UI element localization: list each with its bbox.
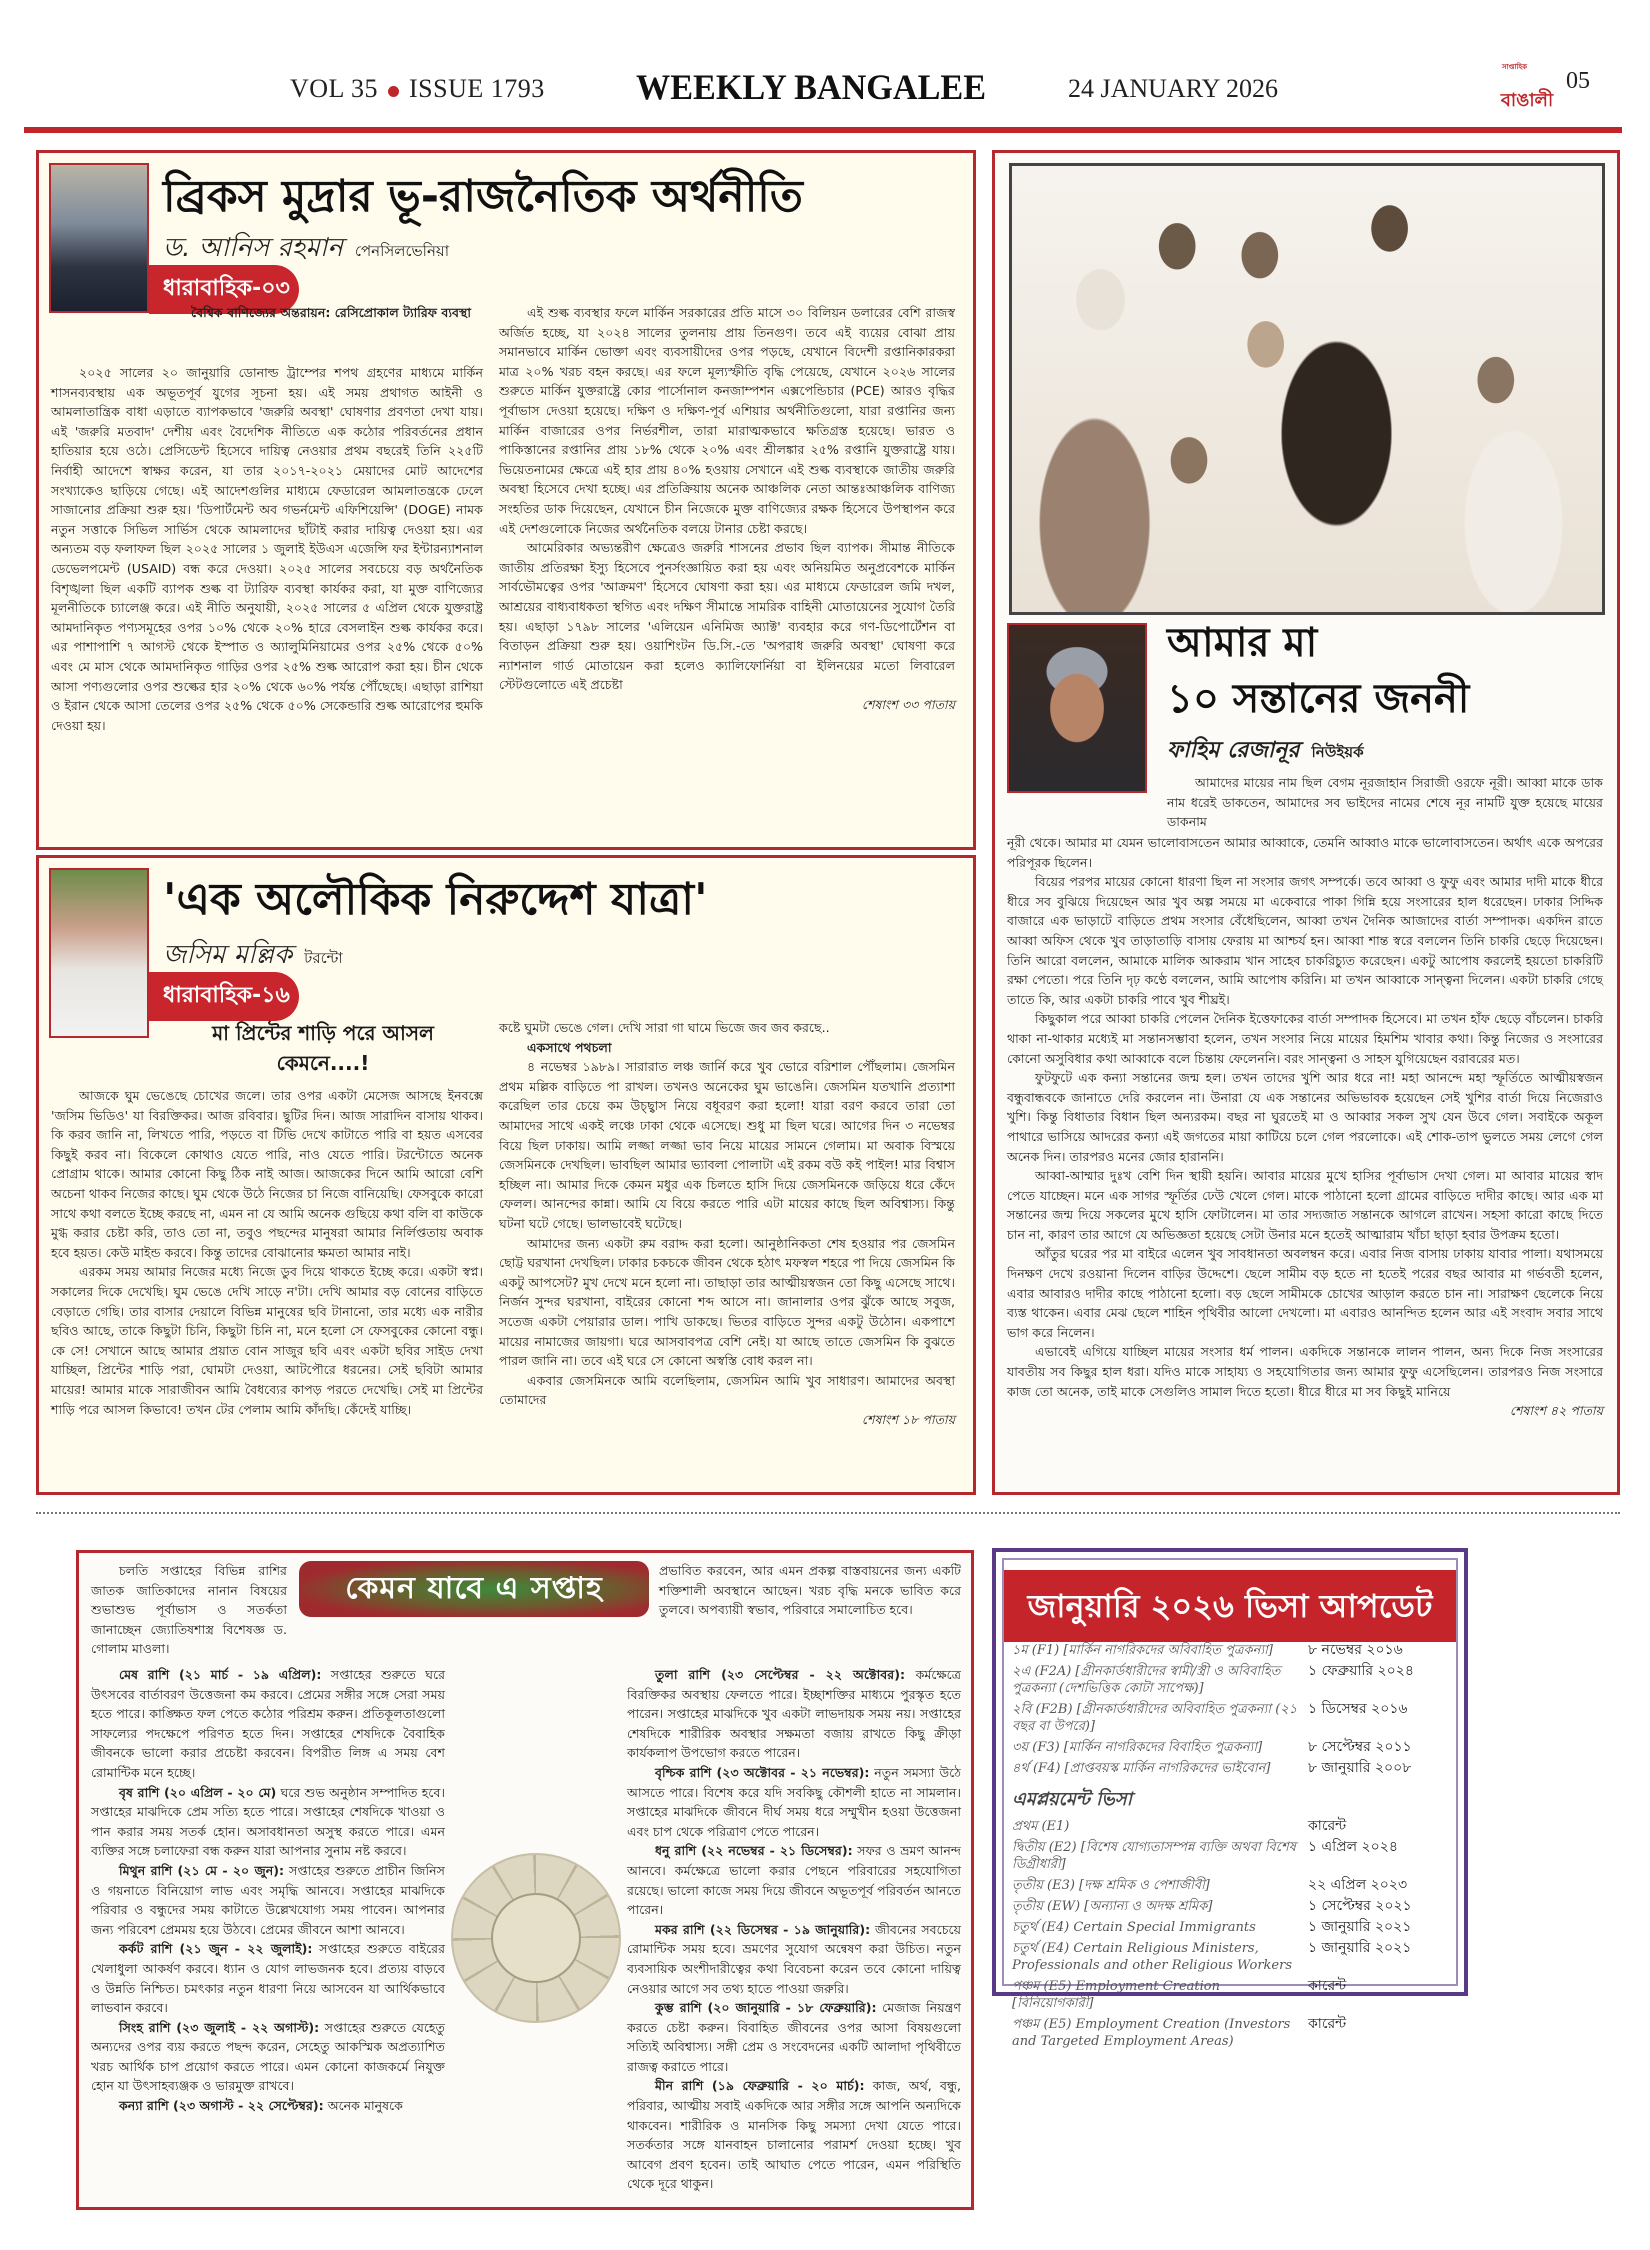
horoscope-right-top	[659, 1561, 961, 1620]
paragraph: আঁতুর ঘরের পর মা বাইরে এলেন খুব সাবধানতা অবলম্বন করে। এবার নিজ বাসায় ঢাকায় যাবার পালা। যথাসময়ে দিনক্ষণ দেখে রওয়ানা দিলেন বাড়ির উদ্দেশে। ছেলে সামীম বড় হতে না হতেই পরের বছর আবার মা গর্ভবতী হলেন, এবার আবারও দাদীর কাছে পাঠানো হলো। বড় ছেলে সামীমকে চোখের আড়াল করতে চান না। সারাক্ষণ ছেলেকে নিয়ে ব্যস্ত থাকেন। এবার মেঝ ছেলে শাহিন পৃথিবীর আলো দেখলো। মা এবারও আনন্দিত হলেন আর এই সংবাদ সবার সাথে ভাগ করে নিলেন।	[1007, 1246, 1603, 1340]
masthead-rule	[24, 127, 1622, 133]
visa-date: ৮ সেপ্টেম্বর ২০১১	[1308, 1739, 1412, 1755]
visa-row	[1012, 1898, 1448, 1915]
sign-name: সিংহ রাশি (২৩ জুলাই - ২২ অগাস্ট):	[119, 2019, 320, 2035]
paragraph: একবার জেসমিনকে আমি বলেছিলাম, জেসমিন আমি খুব সাধারণ। আমাদের অবস্থা তোমাদের	[499, 1372, 955, 1408]
visa-date: ১ এপ্রিল ২০২৪	[1308, 1839, 1398, 1855]
column-intro: বৈশ্বিক বাণিজ্যের অন্তরায়ন: রেসিপ্রোকাল ট্যারিফ ব্যবস্থা	[191, 305, 472, 320]
visa-date: ১ ফেব্রুয়ারি ২০২৪	[1308, 1663, 1414, 1679]
headline-line-1: আমার মা	[1167, 620, 1318, 666]
visa-date: কারেন্ট	[1308, 2016, 1347, 2032]
author-location: টরন্টো	[304, 949, 343, 967]
continued-link[interactable]: শেষাংশ ১৮ পাতায়	[861, 1411, 955, 1427]
sign-name: মীন রাশি (১৯ ফেব্রুয়ারি - ২০ মার্চ):	[655, 2078, 865, 2094]
horoscope-intro	[91, 1561, 287, 1659]
sign-taurus	[91, 1783, 445, 1861]
logo-text: বাঙালী	[1500, 90, 1554, 111]
visa-date: ১ জানুয়ারি ২০২১	[1308, 1919, 1412, 1935]
visa-date: ১ ডিসেম্বর ২০১৬	[1308, 1701, 1408, 1717]
logo-small-text: সাপ্তাহিক	[1502, 63, 1528, 71]
series-tag: ধারাবাহিক-০৩	[149, 265, 299, 314]
publication-title: WEEKLY BANGALEE	[636, 67, 987, 107]
article-subhead: মা প্রিন্টের শাড়ি পরে আসল কেমনে....!	[212, 1021, 434, 1075]
visa-date: ১ সেপ্টেম্বর ২০২১	[1308, 1898, 1412, 1914]
article-headline: 'এক অলৌকিক নিরুদ্দেশ যাত্রা'	[163, 874, 708, 925]
visa-category: ৩য় (F3) [মার্কিন নাগরিকদের বিবাহিত পুত্রকন্যা]	[1012, 1740, 1263, 1755]
sign-pisces	[627, 2076, 961, 2194]
zodiac-wheel-icon	[451, 1853, 621, 2053]
paragraph: এরকম সময় আমার নিজের মধ্যে নিজে ডুব দিয়ে থাকতে ইচ্ছে করে। একটা স্বপ্ন। সকালের দিকে দেখেছি। ঘুম ভেঙে দেখি সাড়ে ন'টা। দেখি আমার বড় বোনের বাড়িতে বেড়াতে গেছি। তার বাসার দেয়ালে বিভিন্ন মানুষের ছবি টানানো, তার মধ্যে এক নারীর ছবিও আছে, তাকে কিছুটা চিনি, কিছুটা চিনি না, মনে হলো সে ফেসবুকের কোনো বন্ধু। কে সে! সেখানে আছে আমার প্রয়াত বোন সাজুর ছবি এবং একটা ছবির সাইড দেখা যাচ্ছিল, প্রিন্টের শাড়ি পরা, ঘোমটা দেওয়া, আটপৌরে ধরনের। সেই ছবিটা আমার মায়ের! আমার মাকে সারাজীবন আমি বৈধব্যের কাপড় পরতে দেখেছি। সেই মা প্রিন্টের শাড়ি পরে আসল কিভাবে! তখন টের পেলাম আমি কাঁদছি। কেঁদেই যাচ্ছি।	[51, 1264, 483, 1417]
paragraph: আব্বা-আম্মার দুঃখ বেশি দিন স্থায়ী হয়নি। আবার মায়ের মুখে হাসির পূর্বাভাস দেখা গেল। মা আবার মায়ের স্বাদ পেতে যাচ্ছেন। মনে এক সাগর স্ফূর্তির ঢেউ খেলে গেল। মাকে পাঠানো হলো গ্রামের বাড়িতে দাদীর কাছে। আর এক মা সন্তানের জন্ম দিয়ে সকলের মুখে হাসি ফোটালেন। মা তার সদ্যজাত সন্তানকে আগলে রাখেন। সহসা কারো কাছে দিতে চান না, কারণ তার আগে যে অভিজ্ঞতা হয়েছে সেটা উনার মনে হতেই আত্মারাম খাঁচা ছাড়া হবার উপক্রম হতো।	[1007, 1168, 1603, 1242]
article-column-2	[499, 1018, 955, 1429]
article-my-mother	[992, 150, 1620, 1495]
continued-link[interactable]: শেষাংশ ৪২ পাতায়	[1509, 1403, 1603, 1419]
paragraph: এই শুল্ক ব্যবস্থার ফলে মার্কিন সরকারের প্রতি মাসে ৩০ বিলিয়ন ডলারের বেশি রাজস্ব অর্জিত হচ্ছে, যা ২০২৪ সালের তুলনায় প্রায় তিনগুণ। তবে এই ব্যয়ের বোঝা প্রায় সমানভাবে মার্কিন ভোক্তা এবং ব্যবসায়ীদের ওপর পড়ছে, যেখানে বিদেশী রপ্তানিকারকরা মাত্র ২০% খরচ বহন করছে। এর ফলে মূল্যস্ফীতি বৃদ্ধি পেয়েছে, যেখানে ২০২৬ সালের শুরুতে মার্কিন যুক্তরাষ্ট্রে কোর পার্সোনাল কনজাম্পশন এক্সপেন্ডিচার (PCE) আরও বৃদ্ধির পূর্বাভাস দেওয়া হয়েছে। দক্ষিণ ও দক্ষিণ-পূর্ব এশিয়ার অর্থনীতিগুলো, যারা রপ্তানির জন্য মার্কিন বাজারের ওপর নির্ভরশীল, তারা মারাত্মকভাবে ক্ষতিগ্রস্ত হয়েছে। ভারত ও পাকিস্তানের রপ্তানির প্রায় ১৮% থেকে ২০% এবং শ্রীলঙ্কার ২৫% রপ্তানি যুক্তরাষ্ট্রে যায়। ভিয়েতনামের ক্ষেত্রে এই হার প্রায় ৪০% হওয়ায় সেখানে এই শুল্ক ব্যবস্থাকে জাতীয় জরুরি অবস্থা হিসেবে দেখা হচ্ছে। এর প্রতিক্রিয়ায় অনেক আঞ্চলিক নেতা আন্তঃআঞ্চলিক বাণিজ্য সংহতির ডাক দিয়েছেন, যেখানে চীন নিজেকে মুক্ত বাণিজ্যের রক্ষক হিসেবে উপস্থাপন করে এই দেশগুলোকে নিজের অর্থনৈতিক বলয়ে টানার চেষ্টা করছে।	[499, 305, 955, 536]
visa-table	[1012, 1642, 1448, 2054]
section-subhead: একসাথে পথচলা	[527, 1039, 612, 1055]
paragraph: ফুটফুটে এক কন্যা সন্তানের জন্ম হল। তখন তাদের খুশি আর ধরে না! মহা আনন্দে মহা স্ফূর্তিতে আত্মীয়স্বজন বন্ধুবান্ধবকে জানাতে দেরি করলেন না। উনারা যে এক সন্তানের অভিভাবক হয়েছেন সেই খুশির বার্তা দিয়ে নিজেরাও খুশি। কিন্তু বিধাতার বিধান ছিল অন্যরকম। বছর না ঘুরতেই মা ও আব্বার সকল সুখ যেন উবে গেল। সবাইকে অকূল পাথারে ভাসিয়ে আদরের কন্যা এই জগতের মায়া কাটিয়ে চলে গেল পরলোকে। এই শোক-তাপ ভুলতে সময় লেগে গেল অনেক দিন। তারপরও মনের জোর হারাননি।	[1007, 1070, 1603, 1164]
byline	[1167, 733, 1364, 770]
section-divider	[36, 1512, 1620, 1514]
sign-text: নতুন সমস্যা উঠে আসতে পারে। বিশেষ করে যদি সবকিছু কৌশলী হাতে না সামলান। সপ্তাহের মাঝদিকে জীবনে দীর্ঘ সময় ধরে সম্মুখীন হওয়া উত্তেজনা এবং চাপ থেকে পরিত্রাণ পেতে পারেন।	[627, 1764, 962, 1839]
visa-date: ৮ জানুয়ারি ২০০৮	[1308, 1760, 1412, 1776]
article-journey	[36, 855, 976, 1495]
sign-leo	[91, 2018, 445, 2096]
visa-category: তৃতীয় (E3) [দক্ষ শ্রমিক ও পেশাজীবী]	[1012, 1878, 1210, 1893]
sign-text: সপ্তাহের শুরুতে ঘরে উৎসবের বার্তাবরণ উত্তেজনা কম করবে। প্রেমের সঙ্গীর সঙ্গে সেরা সময় হতে পারে। কাঙ্ক্ষিত ফল পেতে কঠোর পরিশ্রম করুন। প্রতিকূলতাগুলো সাফল্যের পদক্ষেপে পরিণত হতে দিন। সপ্তাহের শেষদিকে বৈবাহিক জীবনকে ভালো করার প্রচেষ্টা করবেন। বিপরীত লিঙ্গ এ সময় বেশ রোমান্টিক মনে হচ্ছে।	[91, 1667, 445, 1780]
article-column-2	[499, 303, 955, 714]
paragraph: আমেরিকার অভ্যন্তরীণ ক্ষেত্রেও জরুরি শাসনের প্রভাব ছিল ব্যাপক। সীমান্ত নীতিকে জাতীয় প্রতিরক্ষা ইস্যু হিসেবে পুনর্সংজ্ঞায়িত করা হয় এবং অনিয়মিত অনুপ্রবেশকে মার্কিন সার্বভৌমত্বের ওপর 'আক্রমণ' হিসেবে ঘোষণা করা হয়। এর মাধ্যমে ফেডারেল জমি দখল, আশ্রয়ের বাধ্যবাধকতা স্থগিত এবং দক্ষিণ সীমান্তে সামরিক বাহিনী মোতায়েনের সুযোগ তৈরি হয়। এছাড়া ১৭৯৮ সালের 'এলিয়েন এনিমিজ অ্যাক্ট' ব্যবহার করে গণ-ডিপোর্টেশন বা বিতাড়ন প্রক্রিয়া শুরু হয়। ওয়াশিংটন ডি.সি.-তে 'অপরাধ জরুরি অবস্থা' ঘোষণা করে ন্যাশনাল গার্ড মোতায়েন করা হলেও ক্যালিফোর্নিয়া বা ইলিনয়ের মতো লিবারেল স্টেটগুলোতে এই প্রচেষ্টা	[499, 540, 955, 693]
author-photo	[49, 163, 149, 313]
sign-text: জীবনের সবচেয়ে রোমান্টিক সময় হবে। ভ্রমণের সুযোগ অন্বেষণ করা উচিত। নতুন ব্যবসায়িক অংশীদারীত্বের কথা বিবেচনা করেন তবে কোনো দায়িত্ব নেওয়ার আগে সব তথ্য হাতে পাওয়া জরুরি।	[627, 1921, 961, 1996]
visa-row	[1012, 1760, 1448, 1777]
masthead	[0, 60, 1650, 150]
paragraph: আজকে ঘুম ভেঙেছে চোখের জলে। তার ওপর একটা মেসেজ আসছে ইনবক্সে 'জসিম ভিডিও' যা বিরক্তিকর। আজ রবিবার। ছুটির দিন। আজ সারাদিন বাসায় থাকব। কি করব জানি না, লিখতে পারি, পড়তে বা টিভি দেখে কাটাতে পারি বা হয়ত এসবের কিছুই করব না। বিকেলে কোথাও যেতে পারি, নাও যেতে পারি। টরন্টোতে অনেক প্রোগ্রাম থাকে। আমার কোনো কিছু ঠিক নাই আজ। আজকের দিনে আমি আরো বেশি অচেনা থাকব নিজের কাছে। ঘুম থেকে উঠে নিজের চা নিজে বানিয়েছি। ফেসবুকে কারো সাথে কথা বলতে ইচ্ছে করছে না, এমন না যে আমি অনেক গুছিয়ে কথা বলি বা কাউকে মুগ্ধ করার চেষ্টা করি, তাও তো না, তবুও পছন্দের মানুষরা আমার নির্লিপ্ততায় অবাক হবে হয়ত। কেউ মাইন্ড করবে। কিন্তু তাদের বোঝানোর ক্ষমতা আমার নাই।	[51, 1088, 483, 1260]
visa-category: ১ম (F1) [মার্কিন নাগরিকদের অবিবাহিত পুত্রকন্যা]	[1012, 1643, 1273, 1658]
article-headline: ব্রিকস মুদ্রার ভূ-রাজনৈতিক অর্থনীতি	[163, 171, 803, 222]
sign-name: বৃশ্চিক রাশি (২৩ অক্টোবর - ২১ নভেম্বর):	[655, 1764, 870, 1780]
sign-text: ঘরে শুভ অনুষ্ঠান সম্পাদিত হবে। সপ্তাহের মাঝদিকে প্রেম সত্যি হতে পারে। সপ্তাহের শেষদিকে খাওয়া ও পান করার সময় সতর্ক হোন। অসাবধানতা অসুস্থ করতে পারে। এমন ব্যক্তির সঙ্গে চলাফেরা বন্ধ করুন যারা আপনার সুনাম নষ্ট করবে।	[91, 1784, 445, 1859]
sign-name: ধনু রাশি (২২ নভেম্বর - ২১ ডিসেম্বর):	[655, 1843, 853, 1859]
horoscope-banner: কেমন যাবে এ সপ্তাহ	[299, 1561, 649, 1617]
sign-aries	[91, 1665, 445, 1783]
visa-date: ৮ নভেম্বর ২০১৬	[1308, 1642, 1403, 1658]
visa-row	[1012, 1919, 1448, 1936]
sign-capricorn	[627, 1920, 961, 1998]
sign-text: সপ্তাহের শুরুতে যেহেতু অন্যদের ওপর ব্যয় করতে পছন্দ করেন, সেহেতু আকস্মিক অপ্রত্যাশিত খরচ আর্থিক চাপ প্রয়োগ করতে পারে। এমন কোনো কাজকর্মে নিযুক্ত হোন যা উৎসাহব্যঞ্জক ও ভারমুক্ত রাখবে।	[91, 2019, 445, 2094]
article-column-1	[163, 303, 481, 323]
author-location: পেনসিলভেনিয়া	[354, 242, 450, 260]
sign-text: কাজ, অর্থ, বন্ধু, পরিবার, আত্মীয় সবাই একদিকে আর সঙ্গীর সঙ্গে আপনি অন্যদিকে থাকবেন। শারীরিক ও মানসিক কিছু সমস্যা দেখা যেতে পারে। সতর্কতার সঙ্গে যানবাহন চালানোর পরামর্শ দেওয়া হচ্ছে। খুব আবেগ প্রবণ হবেন। তাই আঘাত পেতে পারেন, এমন পরিস্থিতি থেকে দূরে থাকুন।	[627, 2078, 961, 2192]
page-number: 05	[1566, 68, 1590, 94]
sign-gemini	[91, 1861, 445, 1939]
continued-link[interactable]: শেষাংশ ৩৩ পাতায়	[861, 696, 955, 712]
visa-row	[1012, 1877, 1448, 1894]
visa-category: চতুর্থ (E4) Certain Special Immigrants	[1012, 1920, 1256, 1935]
horoscope-right-column	[627, 1665, 961, 2194]
sign-sagittarius	[627, 1841, 961, 1919]
article-column-1	[51, 1086, 483, 1419]
sign-cancer	[91, 1939, 445, 2017]
author-location: নিউইয়র্ক	[1311, 743, 1364, 761]
visa-category: ২বি (F2B) [গ্রীনকার্ডধারীদের অবিবাহিত পুত্রকন্যা (২১ বছর বা উপরে)]	[1012, 1702, 1298, 1734]
visa-row	[1012, 1663, 1448, 1697]
sign-name: কুম্ভ রাশি (২০ জানুয়ারি - ১৮ ফেব্রুয়ারি):	[655, 2000, 877, 2016]
article-headline	[1167, 615, 1469, 727]
sign-scorpio	[627, 1763, 961, 1841]
issue-date: 24 JANUARY 2026	[1068, 74, 1278, 103]
intro-text: চলতি সপ্তাহের বিভিন্ন রাশির জাতক জাতিকাদের নানান বিষয়ের শুভাশুভ পূর্বাভাস ও সতর্কতা জানাচ্ছেন জ্যোতিষশাস্ত্র বিশেষজ্ঞ ড. গোলাম মাওলা।	[91, 1563, 287, 1657]
sign-name: মেষ রাশি (২১ মার্চ - ১৯ এপ্রিল):	[119, 1667, 322, 1682]
paragraph: এভাবেই এগিয়ে যাচ্ছিল মায়ের সংসার ধর্ম পালন। একদিকে সন্তানকে লালন পালন, অন্য দিকে নিজ সংসারের যাবতীয় সব কিছুর হাল ধরা। যদিও মাকে সাহায্য ও সহযোগিতার জন্য আমার ফুফু এসেছিলেন। তারপরও নিজ সংসারে কাজ তো অনেক, তাই মাকে সেগুলিও সামাল দিতে হতো। ধীরে ধীরে মা সব কিছুই মানিয়ে	[1007, 1344, 1603, 1399]
sign-name: মকর রাশি (২২ ডিসেম্বর - ১৯ জানুয়ারি):	[655, 1921, 871, 1937]
volume: VOL 35	[290, 74, 378, 103]
visa-row	[1012, 1839, 1448, 1873]
sign-libra	[627, 1665, 961, 1763]
sign-text: সফর ও ভ্রমণ আনন্দ আনবে। কর্মক্ষেত্রে ভালো করার পেছনে পরিবারের সহযোগিতা রয়েছে। ভালো কাজে সময় দিয়ে জীবনে অভূতপূর্ব পরিবর্তন আনতে পারেন।	[627, 1843, 961, 1918]
horoscope-section	[76, 1550, 974, 2210]
author-name: জসিম মল্লিক	[163, 940, 293, 970]
visa-row	[1012, 1701, 1448, 1735]
visa-title: জানুয়ারি ২০২৬ ভিসা আপডেট	[1004, 1570, 1456, 1642]
sign-name: বৃষ রাশি (২০ এপ্রিল - ২০ মে)	[119, 1784, 277, 1800]
issue: ISSUE 1793	[408, 74, 545, 103]
author-photo	[1007, 623, 1147, 793]
paragraph: নূরী থেকে। আমার মা যেমন ভালোবাসতেন আমার আব্বাকে, তেমনি আব্বাও মাকে ভালোবাসতেন। অর্থাৎ একে অপরের পরিপূরক ছিলেন।	[1007, 835, 1603, 870]
visa-row	[1012, 1940, 1448, 1974]
paragraph: আমাদের জন্য একটা রুম বরাদ্দ করা হলো। আনুষ্ঠানিকতা শেষ হওয়ার পর জেসমিন ছোট্ট ঘরখানা দেখছিল। ঢাকার চকচকে জীবন থেকে হঠাৎ মফস্বল শহরে পা দিয়ে জেসমিন কি একটু আপসেট? মুখ দেখে মনে হলো না। তাছাড়া তার আত্মীয়স্বজন তো কিছু এসেছে সাথে। নির্জন সুন্দর ঘরখানা, বাইরের কোনো শব্দ আসে না। জানালার ওপর ঝুঁকে আছে সবুজ, সতেজ একটা পেয়ারার ডাল। পাখি ডাকছে। ভিতর বাড়িতে সুন্দর একটু উঠোন। একপাশে মায়ের নামাজের জায়গা। ঘরে আসবাবপত্র বেশি নেই। যা আছে তাতে জেসমিন কি বুঝতে পারল জানি না। তবে এই ঘরে সে কোনো অস্বস্তি বোধ করল না।	[499, 1235, 955, 1369]
visa-date: ২২ এপ্রিল ২০২৩	[1308, 1877, 1408, 1893]
sign-text: মেজাজ নিয়ন্ত্রণ করতে চেষ্টা করুন। বিবাহিত জীবনের ওপর আসা বিষয়গুলো সত্যিই অবিশ্বাস্য। সঙ্গী প্রেম ও সংবেদনের একটি আলাদা পৃথিবীতে রাজত্ব করাতে পারে।	[627, 2000, 961, 2074]
sign-virgo	[91, 2096, 445, 2116]
visa-category: ২এ (F2A) [গ্রীনকার্ডধারীদের স্বামী/স্ত্রী ও অবিবাহিত পুত্রকন্যা (দেশভিত্তিক কোটা সাপেক্ষ)]	[1012, 1664, 1281, 1696]
visa-row	[1012, 1642, 1448, 1659]
horoscope-left-column	[91, 1665, 445, 2116]
visa-category: তৃতীয় (EW) [অন্যান্য ও অদক্ষ শ্রমিক]	[1012, 1899, 1213, 1914]
visa-category: পঞ্চম (E5) Employment Creation (Investors and Targeted Employment Areas)	[1012, 2017, 1291, 2049]
author-name: ড. আনিস রহমান	[163, 233, 343, 263]
article-brics	[36, 150, 976, 850]
employment-visa-heading: এমপ্লয়মেন্ট ভিসা	[1012, 1789, 1132, 1810]
visa-category: প্রথম (E1)	[1012, 1819, 1070, 1834]
sign-text: অনেক মানুষকে	[327, 2098, 403, 2114]
paragraph: কিছুকাল পরে আব্বা চাকরি পেলেন দৈনিক ইত্তেফাকের বার্তা সম্পাদক হিসেবে। মা তখন হাঁফ ছেড়ে বাঁচলেন। চাকরি থাকা না-থাকার মধ্যেই মা সন্তানসম্ভাবা হলেন, তখন সংসার নিয়ে মায়ের হিমশিম খাবার কথা। কিন্তু নিজের ও সংসারের কোনো অসুবিধার কথা আব্বাকে বলে চিন্তায় ফেলেননি। বরং সান্ত্বনা ও সাহস যুগিয়েছেন বরাবরের মত।	[1007, 1011, 1603, 1066]
visa-row	[1012, 1978, 1448, 2012]
paragraph: বিয়ের পরপর মায়ের কোনো ধারণা ছিল না সংসার জগৎ সম্পর্কে। তবে আব্বা ও ফুফু এবং আমার দাদী মাকে ধীরে ধীরে সব বুঝিয়ে দিয়েছেন আর খুব অল্প সময়ে মা একেবারে পাকা গিন্নি হয়ে সংসারের হাল ধরেছেন। ঢাকার সিদ্দিক বাজারে এক ভাড়াটে বাড়িতে প্রথম সংসার বেঁধেছিলেন, আব্বা তখন দৈনিক আজাদের বার্তা সম্পাদক। একদিন রাতে আব্বা অফিস থেকে খুব তাড়াতাড়ি বাসায় ফেরায় মা আশ্চর্য হন। আব্বা শান্ত স্বরে বললেন তিনি চাকরি ছেড়ে দিয়েছেন। তিনি আরো বললেন, আমাকে মালিক আকরাম খান সাহেব চাকরিচ্যুত করেছেন। একটু আপোষ করলেই হয়তো চাকরিটি রক্ষা পেতো। পরে তিনি দৃঢ় কণ্ঠে বললেন, আমি আপোষ করিনি। মা তখন আব্বাকে সান্ত্বনা দিলেন। একটা চাকরি গেছে তাতে কি, আর একটা চাকরি পাবে খুব শীঘ্রই।	[1007, 874, 1604, 1007]
author-name: ফাহিম রেজানূর	[1167, 738, 1300, 763]
series-tag: ধারাবাহিক-১৬	[149, 972, 299, 1021]
sign-name: মিথুন রাশি (২১ মে - ২০ জুন):	[119, 1862, 285, 1878]
volume-issue	[290, 74, 545, 104]
visa-date: কারেন্ট	[1308, 1818, 1347, 1834]
paragraph-lead: কষ্টে ঘুমটা ভেঙে গেল। দেখি সারা গা ঘামে ভিজে জব জব করছে..	[499, 1020, 830, 1035]
sign-aquarius	[627, 1998, 961, 2076]
sign-continuation: প্রভাবিত করবেন, আর এমন প্রকল্প বাস্তবায়নের জন্য একটি শক্তিশালী অবস্থানে আছেন। খরচ বৃদ্ধি মনকে ভাবিত করে তুলবে। অপব্যায়ী স্বভাব, পরিবারে সমালোচিত হবে।	[659, 1563, 961, 1618]
paragraph: ২০২৫ সালের ২০ জানুয়ারি ডোনাল্ড ট্রাম্পের শপথ গ্রহণের মাধ্যমে মার্কিন শাসনব্যবস্থায় এক অভূতপূর্ব যুগের সূচনা হয়। এই সময় প্রথাগত আইনী ও আমলাতান্ত্রিক বাধা এড়াতে ব্যাপকভাবে 'জরুরি অবস্থা' ঘোষণার প্রবণতা দেখা যায়। এই 'জরুরি মতবাদ' দেশীয় এবং বৈদেশিক নীতিতে এক কঠোর পরিবর্তনের প্রধান হাতিয়ার হয়ে ওঠে। প্রেসিডেন্ট হিসেবে দায়িত্ব নেওয়ার প্রথম বছরেই তিনি ২২৫টি নির্বাহী আদেশে স্বাক্ষর করেন, যা তার ২০১৭-২০২১ মেয়াদের মোট আদেশের সংখ্যাকেও ছাড়িয়ে গেছে। এই আদেশগুলির মাধ্যমে ফেডারেল আমলাতন্ত্রকে ঢেলে সাজানোর প্রক্রিয়া শুরু হয়। 'ডিপার্টমেন্ট অব গভর্নমেন্ট এফিশিয়েন্সি' (DOGE) নামক নতুন সত্তাকে সিভিল সার্ভিস থেকে আমলাদের ছাঁটাই করার দায়িত্ব দেওয়া হয়। এর অন্যতম বড় ফলাফল ছিল ২০২৫ সালের ১ জুলাই ইউএস এজেন্সি ফর ইন্টারন্যাশনাল ডেভেলপমেন্ট (USAID) বন্ধ করে দেওয়া। ২০২৫ সালের সবচেয়ে বড় অর্থনৈতিক বিশৃঙ্খলা ছিল একটি ব্যাপক শুল্ক বা ট্যারিফ ব্যবস্থা কার্যকর করা, যা মুক্ত বাণিজ্যের মূলনীতিকে চ্যালেঞ্জ করে। এই নীতি অনুযায়ী, ২০২৫ সালের ৫ এপ্রিল থেকে যুক্তরাষ্ট্র আমদানিকৃত পণ্যসমূহের ওপর ১০% থেকে ২০% হারে বেসলাইন শুল্ক কার্যকর করে। এর পাশাপাশি ৭ আগস্ট থেকে ইস্পাত ও অ্যালুমিনিয়ামের ওপর ২৫% থেকে ৫০% এবং মে মাস থেকে আমদানিকৃত গাড়ির ওপর ২৫% শুল্ক আরোপ করা হয়। চীন থেকে আসা পণ্যগুলোর ওপর শুল্কের হার ২০% থেকে ৬০% পর্যন্ত পৌঁছেছে। এছাড়া রাশিয়া ও ইরান থেকে আসা তেলের ওপর ২৫% থেকে ৫০% সেকেন্ডারি শুল্ক আরোপের হুমকি দেওয়া হয়।	[51, 365, 483, 733]
paragraph: ৪ নভেম্বর ১৯৮৯। সারারাত লঞ্চ জার্নি করে খুব ভোরে বরিশাল পৌঁছলাম। জেসমিন প্রথম মল্লিক বাড়িতে পা রাখল। তখনও অনেকের ঘুম ভাঙেনি। জেসমিন যতখানি প্রত্যাশা করেছিল তার চেয়ে কম উচ্ছ্বাস নিয়ে বধূবরণ করা হলো! যারা বরণ করবে তারা তো আমাদের সাথে একই লঞ্চে ঢাকা থেকে এসেছে। শুধু মা ছিল ঘরে। আগের দিন ৩ নভেম্বর বিয়ে ছিল ঢাকায়। আমি লজ্জা লজ্জা ভাব নিয়ে মায়ের সামনে গেলাম। মা অবাক বিস্ময়ে জেসমিনকে দেখছিল। ভাবছিল আমার ভ্যাবলা পোলাটা এই রকম বউ কই পাইল! মার বিশ্বাস হচ্ছিল না। আমার দিকে কেমন মধুর এক চিলতে হাসি দিয়ে জেসমিনকে জড়িয়ে ধরে কেঁদে ফেলল। আনন্দের কান্না। আমি যে বিয়ে করতে পারি এটা মায়ের কাছে ছিল অবিশ্বাস্য। কিন্তু ঘটনা ঘটে গেছে। ভালভাবেই ঘটেছে।	[499, 1059, 955, 1231]
family-photo	[1009, 163, 1605, 615]
separator-dot-icon	[388, 86, 399, 97]
sign-name: কন্যা রাশি (২৩ অগাস্ট - ২২ সেপ্টেম্বর):	[119, 2098, 324, 2114]
article-column-1-body	[51, 363, 483, 735]
sign-name: তুলা রাশি (২৩ সেপ্টেম্বর - ২২ অক্টোবর):	[655, 1667, 905, 1682]
visa-date: কারেন্ট	[1308, 1978, 1347, 1994]
author-photo	[49, 868, 149, 1038]
sign-text: কর্মক্ষেত্রে বিরক্তিকর অবস্থায় ফেলতে পারে। ইচ্ছাশক্তির মাধ্যমে পুরস্কৃত হতে পারেন। সপ্তাহের মাঝদিকে খুব একটা লাভদায়ক সময় নয়। সপ্তাহের শেষদিকে শারীরিক অবস্থার সক্ষমতা বজায় রাখতে কিছু ক্রীড়া কার্যকলাপ উপভোগ করতে পারেন।	[627, 1667, 961, 1761]
visa-category: চতুর্থ (E4) Certain Religious Ministers, Professionals and other Religious Workers	[1012, 1941, 1293, 1973]
visa-category: পঞ্চম (E5) Employment Creation [বিনিয়োগকারী]	[1012, 1979, 1220, 2011]
article-intro	[1167, 773, 1603, 832]
visa-row	[1012, 1818, 1448, 1835]
visa-row	[1012, 2016, 1448, 2050]
paragraph: আমাদের মায়ের নাম ছিল বেগম নূরজাহান সিরাজী ওরফে নূরী। আব্বা মাকে ডাক নাম ধরেই ডাকতেন, আমাদের সব ভাইদের নামের শেষে নূর নামটি যুক্ত হয়েছে মায়ের ডাকনাম	[1167, 775, 1603, 830]
article-body	[1007, 833, 1603, 1421]
visa-category: ৪র্থ (F4) [প্রাপ্তবয়স্ক মার্কিন নাগরিকদের ভাইবোন]	[1012, 1761, 1271, 1776]
sign-name: কর্কট রাশি (২১ জুন - ২২ জুলাই):	[119, 1941, 313, 1957]
visa-category: দ্বিতীয় (E2) [বিশেষ যোগ্যতাসম্পন্ন ব্যক্তি অথবা বিশেষ ডিগ্রীধারী]	[1012, 1840, 1296, 1872]
visa-row	[1012, 1739, 1448, 1756]
sign-text: সপ্তাহের শুরুতে বাইরের খেলাধুলা আকর্ষণ করবে। ধ্যান ও যোগ লাভজনক হবে। প্রত্যয় বাড়বে ও উন্নতি নিশ্চিত। চমৎকার নতুন ধারণা নিয়ে আসবেন যা আর্থিকভাবে লাভবান করবে।	[91, 1941, 445, 2016]
headline-line-2: ১০ সন্তানের জননী	[1167, 676, 1470, 722]
sign-text: সপ্তাহের শুরুতে প্রাচীন জিনিস ও গয়নাতে বিনিয়োগ লাভ এবং সমৃদ্ধি আনবে। সপ্তাহের মাঝদিকে পরিবার ও বন্ধুদের সময় কাটাতে উল্লেখযোগ্য সময় পাবেন। আপনার জন্য পরিবেশ প্রেমময় হয়ে উঠবে। প্রেমের জীবনে আশা আনবে।	[91, 1862, 445, 1937]
visa-date: ১ জানুয়ারি ২০২১	[1308, 1940, 1412, 1956]
